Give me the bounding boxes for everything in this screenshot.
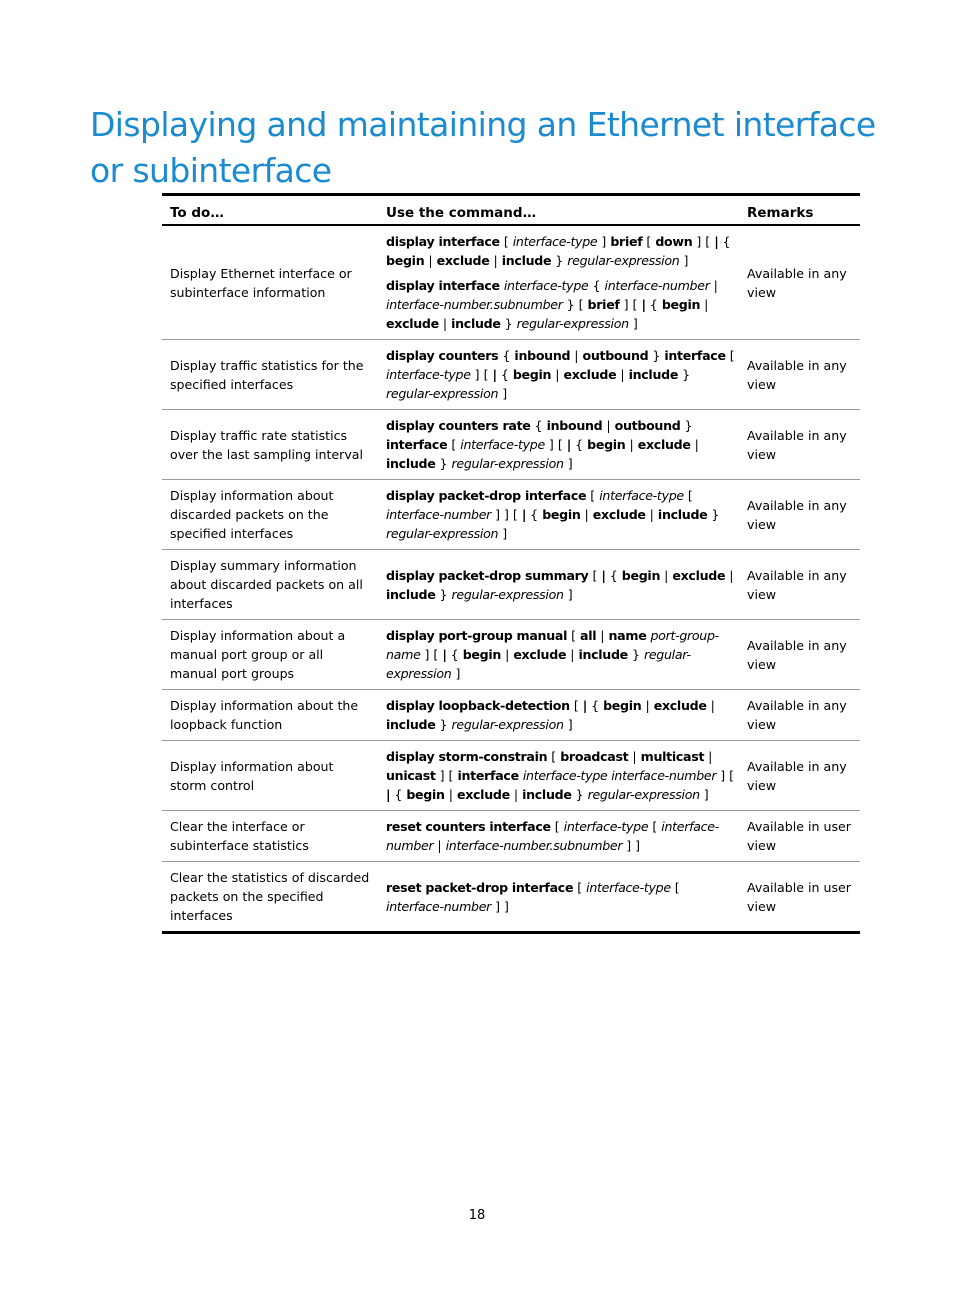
syntax-punct: ] ] [ <box>491 507 522 522</box>
keyword: include <box>451 316 501 331</box>
syntax-punct: | <box>501 647 514 662</box>
syntax-punct: } <box>678 367 691 382</box>
keyword: display port-group manual <box>386 628 568 643</box>
syntax-punct: } <box>500 316 517 331</box>
page-title: Displaying and maintaining an Ethernet interface or subinterface <box>90 105 876 190</box>
syntax-punct: | <box>489 253 502 268</box>
argument: interface-number.subnumber <box>386 297 563 312</box>
todo-cell: Display information about storm control <box>162 741 378 811</box>
syntax-punct: [ <box>683 488 693 503</box>
keyword: name <box>608 628 647 643</box>
keyword: display loopback-detection <box>386 698 570 713</box>
remarks-cell: Available in user view <box>747 879 851 914</box>
syntax-punct: | <box>700 297 709 312</box>
keyword: exclude <box>637 437 691 452</box>
keyword: begin <box>512 367 552 382</box>
keyword: include <box>628 367 679 382</box>
syntax-punct: [ <box>725 348 735 363</box>
syntax-punct: | <box>616 367 629 382</box>
keyword: begin <box>587 437 626 452</box>
syntax-punct: | <box>706 698 715 713</box>
syntax-punct: } <box>707 507 720 522</box>
keyword: begin <box>406 787 445 802</box>
keyword: exclude <box>436 253 490 268</box>
page-number: 18 <box>468 1208 486 1223</box>
keyword: down <box>655 234 693 249</box>
command-syntax <box>386 696 735 734</box>
command-syntax <box>386 346 735 403</box>
command-cell <box>378 620 739 690</box>
syntax-punct: | <box>602 418 615 433</box>
command-cell <box>378 480 739 550</box>
todo-cell: Clear the statistics of discarded packets on the specified interfaces <box>170 870 370 923</box>
keyword: include <box>386 717 436 732</box>
syntax-punct: | <box>566 647 579 662</box>
argument: interface-type <box>599 488 684 503</box>
syntax-punct: ] <box>563 456 573 471</box>
syntax-punct: { <box>571 437 588 452</box>
argument: regular-expression <box>451 586 564 602</box>
syntax-punct: | <box>424 253 437 268</box>
table-row <box>162 811 860 862</box>
syntax-punct: } <box>551 253 568 268</box>
syntax-punct: [ <box>642 234 656 249</box>
syntax-punct: } <box>571 787 588 802</box>
argument: interface-type <box>586 879 671 895</box>
syntax-punct: | <box>596 628 609 643</box>
syntax-punct: } <box>627 647 644 662</box>
remarks-cell: Available in any view <box>739 340 860 410</box>
keyword: | <box>714 234 719 249</box>
command-syntax <box>386 486 735 543</box>
argument: interface-type <box>503 278 589 293</box>
syntax-punct: | <box>433 838 446 853</box>
command-syntax <box>386 416 735 473</box>
keyword: interface <box>664 348 726 363</box>
remarks-cell: Available in any view <box>739 741 860 811</box>
argument: regular-expression <box>386 386 499 401</box>
syntax-punct: [ <box>567 628 581 643</box>
keyword: include <box>386 456 436 471</box>
syntax-punct: [ <box>547 749 561 764</box>
keyword: | <box>386 787 391 802</box>
syntax-punct: | <box>625 437 638 452</box>
argument: regular-expression <box>587 787 700 802</box>
table-row <box>162 620 860 690</box>
table-body <box>162 225 860 933</box>
table-row <box>162 862 860 933</box>
syntax-punct: ] <box>628 316 638 331</box>
syntax-punct: ] <box>699 787 709 802</box>
argument: interface-type <box>512 234 598 249</box>
syntax-punct: [ <box>499 234 513 249</box>
remarks-cell: Available in any view <box>739 690 860 741</box>
remarks-cell: Available in user view <box>739 811 860 862</box>
table-row <box>162 690 860 741</box>
argument: regular-expression <box>516 316 629 331</box>
syntax-punct: [ <box>573 879 587 895</box>
keyword: | <box>566 437 572 452</box>
command-cell <box>378 550 739 620</box>
syntax-punct: ] <box>563 717 573 732</box>
table-row <box>162 340 860 410</box>
command-cell <box>378 811 739 862</box>
syntax-punct: { <box>526 507 543 522</box>
syntax-punct: ] [ <box>435 768 458 783</box>
command-syntax <box>386 232 735 270</box>
todo-cell: Display Ethernet interface or subinterface information <box>162 225 378 340</box>
syntax-punct: | <box>580 507 593 522</box>
syntax-punct: } [ <box>562 297 588 312</box>
syntax-punct: | <box>660 567 673 583</box>
syntax-punct: [ <box>648 819 662 834</box>
column-header-command: Use the command… <box>378 195 739 226</box>
syntax-punct: { <box>498 348 515 363</box>
column-header-todo: To do… <box>162 195 378 226</box>
syntax-punct: | <box>709 278 718 293</box>
syntax-punct: { <box>530 418 547 433</box>
table-header-row <box>162 195 860 226</box>
command-syntax <box>386 817 735 855</box>
keyword: begin <box>603 698 642 713</box>
syntax-punct: { <box>587 698 604 713</box>
command-syntax <box>386 276 735 333</box>
syntax-punct: | <box>641 698 654 713</box>
syntax-punct: } <box>435 586 452 602</box>
keyword: unicast <box>386 768 436 783</box>
keyword: include <box>578 647 628 662</box>
argument: regular-expression <box>386 526 499 541</box>
keyword: exclude <box>513 647 567 662</box>
command-cell <box>378 410 739 480</box>
table-row <box>162 480 860 550</box>
command-cell <box>378 225 739 340</box>
command-cell <box>378 340 739 410</box>
remarks-cell: Available in any view <box>739 410 860 480</box>
syntax-punct: } <box>648 348 665 363</box>
syntax-punct: | <box>628 749 641 764</box>
keyword: brief <box>610 234 643 249</box>
keyword: exclude <box>456 787 510 802</box>
todo-cell: Display traffic statistics for the specified interfaces <box>162 340 378 410</box>
argument: interface-type <box>386 367 471 382</box>
keyword: outbound <box>614 418 681 433</box>
syntax-punct: ] [ <box>420 647 443 662</box>
syntax-punct: ] <box>498 526 508 541</box>
syntax-punct: } <box>435 717 452 732</box>
syntax-punct: } <box>680 418 693 433</box>
argument: regular-expression <box>386 647 691 681</box>
argument: interface-number <box>604 278 710 293</box>
keyword: interface <box>457 768 519 783</box>
table-row <box>162 225 860 340</box>
keyword: | <box>442 647 447 662</box>
keyword: display counters rate <box>386 418 531 433</box>
command-cell <box>378 741 739 811</box>
syntax-punct: [ <box>670 879 680 895</box>
keyword: display storm-constrain <box>386 749 548 764</box>
syntax-punct: | <box>444 787 457 802</box>
keyword: reset packet-drop interface <box>386 879 574 895</box>
keyword: exclude <box>672 567 726 583</box>
keyword: begin <box>621 567 661 583</box>
argument: regular-expression <box>451 456 564 471</box>
remarks-cell: Available in any view <box>739 550 860 620</box>
keyword: include <box>522 787 572 802</box>
syntax-punct: ] <box>597 234 611 249</box>
syntax-punct: | <box>570 348 583 363</box>
syntax-punct: ] [ <box>619 297 642 312</box>
column-header-remarks: Remarks <box>739 195 860 226</box>
syntax-punct: [ <box>588 567 602 583</box>
todo-cell: Display information about discarded packets on the specified interfaces <box>162 480 378 550</box>
todo-cell: Display summary information about discarded packets on all interfaces <box>162 550 378 620</box>
keyword: interface <box>386 437 448 452</box>
keyword: exclude <box>386 316 439 331</box>
syntax-punct: ] [ <box>544 437 567 452</box>
keyword: display packet-drop interface <box>386 488 587 503</box>
todo-cell: Display information about a manual port group or all manual port groups <box>162 620 378 690</box>
syntax-punct: | <box>438 316 452 331</box>
argument: interface-number <box>386 507 492 522</box>
argument: interface-number.subnumber <box>445 838 623 853</box>
syntax-punct: ] [ <box>692 234 715 249</box>
syntax-punct: | <box>645 507 658 522</box>
argument: regular-expression <box>567 253 680 268</box>
todo-cell: Display traffic rate statistics over the last sampling interval <box>162 410 378 480</box>
keyword: reset counters interface <box>386 819 551 834</box>
syntax-punct: | <box>690 437 699 452</box>
command-syntax <box>386 878 735 916</box>
keyword: inbound <box>514 348 571 363</box>
keyword: begin <box>386 253 425 268</box>
keyword: include <box>657 507 708 522</box>
command-syntax <box>386 566 735 604</box>
keyword: include <box>501 253 552 268</box>
keyword: exclude <box>563 367 617 382</box>
keyword: outbound <box>582 348 649 363</box>
command-syntax <box>386 626 735 683</box>
syntax-punct: [ <box>447 437 461 452</box>
syntax-punct: ] ] <box>491 898 509 914</box>
todo-cell: Display information about the loopback function <box>162 690 378 741</box>
syntax-punct: | <box>725 567 734 583</box>
argument: interface-number <box>386 898 492 914</box>
keyword: all <box>580 628 597 643</box>
argument: interface-number <box>386 819 719 853</box>
syntax-punct: { <box>446 647 463 662</box>
syntax-punct: ] <box>679 253 689 268</box>
keyword: display interface <box>386 234 500 249</box>
syntax-punct: ] <box>498 386 508 401</box>
keyword: | <box>582 698 588 713</box>
keyword: begin <box>462 647 502 662</box>
keyword: | <box>521 507 527 522</box>
keyword: begin <box>542 507 581 522</box>
table-row <box>162 410 860 480</box>
keyword: exclude <box>592 507 646 522</box>
syntax-punct: [ <box>586 488 600 503</box>
keyword: exclude <box>653 698 707 713</box>
syntax-punct: | <box>704 749 713 764</box>
argument: interface-type interface-number <box>522 768 717 783</box>
syntax-punct: { <box>496 367 513 382</box>
syntax-punct: ] [ <box>716 768 735 783</box>
keyword: inbound <box>546 418 603 433</box>
syntax-punct: ] <box>563 586 573 602</box>
syntax-punct: [ <box>550 819 564 834</box>
keyword: include <box>386 586 436 602</box>
syntax-punct: { <box>645 297 662 312</box>
table-row <box>162 550 860 620</box>
syntax-punct: { <box>390 787 407 802</box>
keyword: begin <box>661 297 701 312</box>
keyword: broadcast <box>560 749 629 764</box>
syntax-punct: { <box>605 567 622 583</box>
argument: interface-type <box>460 437 545 452</box>
argument: regular-expression <box>451 717 564 732</box>
command-cell <box>378 690 739 741</box>
remarks-cell: Available in any view <box>739 480 860 550</box>
keyword: | <box>492 367 497 382</box>
syntax-punct: | <box>509 787 523 802</box>
syntax-punct: ] <box>451 666 461 681</box>
syntax-punct: { <box>588 278 605 293</box>
keyword: display interface <box>386 278 500 293</box>
todo-cell: Clear the interface or subinterface statistics <box>162 811 378 862</box>
syntax-punct: ] ] <box>622 838 641 853</box>
syntax-punct: } <box>435 456 452 471</box>
table-row <box>162 741 860 811</box>
keyword: | <box>641 297 646 312</box>
remarks-cell: Available in any view <box>739 225 860 340</box>
syntax-punct: ] [ <box>470 367 493 382</box>
command-syntax <box>386 747 735 804</box>
argument: interface-type <box>563 819 649 834</box>
keyword: display counters <box>386 348 499 363</box>
syntax-punct: [ <box>569 698 583 713</box>
command-cell <box>378 862 739 933</box>
keyword: brief <box>587 297 620 312</box>
syntax-punct: { <box>718 234 731 249</box>
keyword: | <box>601 567 606 583</box>
keyword: display packet-drop summary <box>386 567 589 583</box>
syntax-punct: | <box>551 367 564 382</box>
keyword: multicast <box>640 749 705 764</box>
command-table <box>162 193 860 934</box>
argument: port-group-name <box>386 628 719 662</box>
remarks-cell: Available in any view <box>739 620 860 690</box>
